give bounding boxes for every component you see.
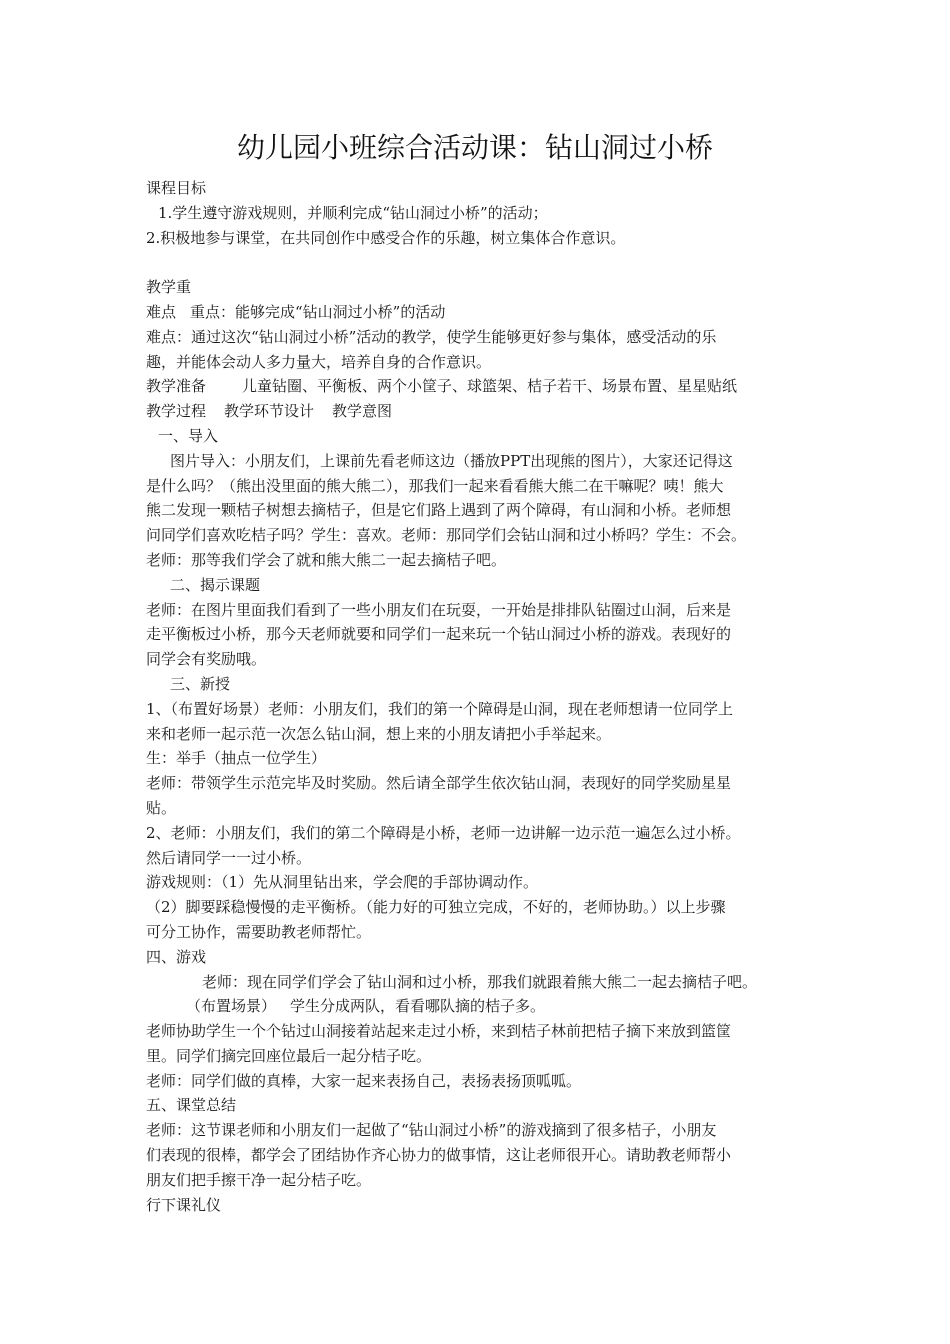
page-title: 幼儿园小班综合活动课：钻山洞过小桥 (236, 131, 713, 164)
text-line: 趣，并能体会动人多力量大，培养自身的合作意识。 (146, 352, 492, 371)
label: 难点 (146, 302, 177, 321)
text-line: 然后请同学一一过小桥。 (146, 848, 312, 867)
section-heading: 课程目标 (146, 179, 207, 197)
document-body (146, 176, 826, 1217)
section-heading: 五、课堂总结 (146, 1096, 237, 1115)
text-line: 是什么吗？（熊出没里面的熊大熊二），那我们一起来看看熊大熊二在干嘛呢？咦！熊大 (146, 476, 724, 495)
text-line: 们表现的很棒，都学会了团结协作齐心协力的做事情，这让老师很开心。请助教老师帮小 (146, 1146, 732, 1165)
text-line: 1.学生遵守游戏规则，并顺利完成“钻山洞过小桥”的活动； (158, 203, 548, 222)
text-line: 老师：那等我们学会了就和熊大熊二一起去摘桔子吧。 (146, 550, 507, 569)
text-line: 老师：在图片里面我们看到了一些小朋友们在玩耍，一开始是排排队钻圈过山洞，后来是 (146, 600, 732, 619)
text-line: 朋友们把手擦干净一起分桔子吃。 (146, 1170, 372, 1189)
text-span: 重点：能够完成“钻山洞过小桥”的活动 (190, 302, 446, 321)
text-line: 图片导入：小朋友们，上课前先看老师这边（播放PPT出现熊的图片），大家还记得这 (170, 451, 733, 470)
text-line: 生：举手（抽点一位学生） (146, 749, 327, 768)
label: 教学准备 (146, 377, 207, 396)
blank-line (146, 250, 826, 275)
section-heading: 四、游戏 (146, 947, 207, 966)
text-line: 贴。 (146, 798, 177, 817)
section-heading: 二、揭示课题 (170, 575, 261, 594)
text-line: 1、（布置好场景）老师：小朋友们，我们的第一个障碍是山洞，现在老师想请一位同学上 (146, 699, 734, 718)
text-line (146, 994, 826, 1019)
text-line: 2.积极地参与课堂，在共同创作中感受合作的乐趣，树立集体合作意识。 (146, 228, 626, 247)
text-line: 来和老师一起示范一次怎么钻山洞，想上来的小朋友请把小手举起来。 (146, 724, 612, 743)
text-line: 老师：这节课老师和小朋友们一起做了“钻山洞过小桥”的游戏摘到了很多桔子，小朋友 (146, 1121, 717, 1140)
text-line: 行下课礼仪 (146, 1195, 222, 1214)
text-span: （布置场景） (186, 997, 277, 1016)
label: 教学环节设计 (224, 402, 315, 421)
text-line: 老师：同学们做的真棒，大家一起来表扬自己，表扬表扬顶呱呱。 (146, 1071, 582, 1090)
text-line: 可分工协作，需要助教老师帮忙。 (146, 922, 372, 941)
text-line: 难点：通过这次“钻山洞过小桥”活动的教学，使学生能够更好参与集体，感受活动的乐 (146, 327, 717, 346)
text-line (146, 399, 826, 424)
text-line: 老师协助学生一个个钻过山洞接着站起来走过小桥，来到桔子林前把桔子摘下来放到篮筐 (146, 1022, 732, 1041)
text-line: 问同学们喜欢吃桔子吗？学生：喜欢。老师：那同学们会钻山洞和过小桥吗？学生：不会。 (146, 526, 747, 545)
label: 教学意图 (332, 402, 393, 421)
label: 教学过程 (146, 402, 207, 421)
section-heading: 教学重 (146, 278, 192, 297)
text-span: 儿童钻圈、平衡板、两个小筐子、球篮架、桔子若干、场景布置、星星贴纸 (242, 377, 738, 396)
section-heading: 一、导入 (158, 426, 219, 445)
text-line: 老师：带领学生示范完毕及时奖励。然后请全部学生依次钻山洞，表现好的同学奖励星星 (146, 774, 732, 793)
text-line: 走平衡板过小桥，那今天老师就要和同学们一起来玩一个钻山洞过小桥的游戏。表现好的 (146, 625, 732, 644)
text-line: 里。同学们摘完回座位最后一起分桔子吃。 (146, 1046, 432, 1065)
text-line: （2）脚要踩稳慢慢的走平衡桥。（能力好的可独立完成，不好的，老师协助。）以上步骤 (146, 898, 726, 917)
text-line: 同学会有奖励哦。 (146, 650, 267, 669)
text-line (146, 374, 826, 399)
text-line (146, 300, 826, 325)
text-line: 2、老师：小朋友们，我们的第二个障碍是小桥，老师一边讲解一边示范一遍怎么过小桥。 (146, 823, 741, 842)
text-line: 老师：现在同学们学会了钻山洞和过小桥，那我们就跟着熊大熊二一起去摘桔子吧。 (202, 972, 758, 991)
text-line: 熊二发现一颗桔子树想去摘桔子，但是它们路上遇到了两个障碍，有山洞和小桥。老师想 (146, 501, 732, 520)
text-line: 游戏规则：（1）先从洞里钻出来，学会爬的手部协调动作。 (146, 873, 539, 892)
text-span: 学生分成两队，看看哪队摘的桔子多。 (290, 997, 546, 1016)
section-heading: 三、新授 (170, 674, 231, 693)
